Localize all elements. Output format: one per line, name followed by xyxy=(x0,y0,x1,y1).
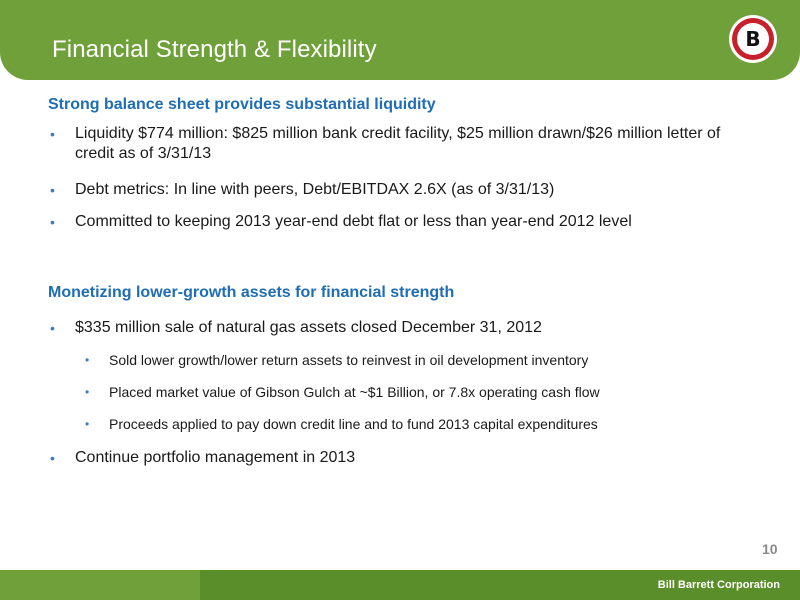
slide-title: Financial Strength & Flexibility xyxy=(52,36,377,63)
footer-company-name: Bill Barrett Corporation xyxy=(657,579,780,591)
footer-accent xyxy=(0,570,200,600)
list-item xyxy=(50,318,750,338)
bullet-icon: • xyxy=(50,450,55,466)
bullet-icon: • xyxy=(50,182,55,198)
logo-letter: B xyxy=(745,27,761,51)
page-number: 10 xyxy=(762,541,778,557)
list-item xyxy=(50,180,750,200)
bullet-text: Debt metrics: In line with peers, Debt/EBITDAX 2.6X (as of 3/31/13) xyxy=(75,181,555,198)
list-item xyxy=(50,212,750,232)
bullet-icon: • xyxy=(85,353,90,367)
sub-list-item xyxy=(85,383,765,401)
bullet-text: Liquidity $774 million: $825 million bank credit facility, $25 million drawn/$26 million letter of credit as of 3/31/13 xyxy=(75,125,721,162)
section-heading-liquidity: Strong balance sheet provides substantial liquidity xyxy=(48,96,436,113)
sub-bullet-text: Sold lower growth/lower return assets to reinvest in oil development inventory xyxy=(109,352,589,368)
bullet-text: Continue portfolio management in 2013 xyxy=(75,449,356,466)
list-item xyxy=(50,124,750,164)
title-bar xyxy=(0,0,800,80)
bullet-icon: • xyxy=(50,126,55,142)
sub-list-item xyxy=(85,415,765,433)
section-heading-monetizing: Monetizing lower-growth assets for financial strength xyxy=(48,284,455,301)
sub-list-item xyxy=(85,351,765,369)
bullet-text: Committed to keeping 2013 year-end debt flat or less than year-end 2012 level xyxy=(75,213,632,230)
bullet-icon: • xyxy=(85,417,90,431)
sub-bullet-text: Placed market value of Gibson Gulch at ~$1 Billion, or 7.8x operating cash flow xyxy=(109,384,600,400)
sub-bullet-text: Proceeds applied to pay down credit line and to fund 2013 capital expenditures xyxy=(109,416,598,432)
bullet-text: $335 million sale of natural gas assets closed December 31, 2012 xyxy=(75,319,542,336)
bullet-icon: • xyxy=(85,385,90,399)
bullet-icon: • xyxy=(50,320,55,336)
list-item xyxy=(50,448,750,468)
bullet-icon: • xyxy=(50,214,55,230)
footer-bar xyxy=(200,570,800,600)
company-logo-icon xyxy=(728,14,778,64)
